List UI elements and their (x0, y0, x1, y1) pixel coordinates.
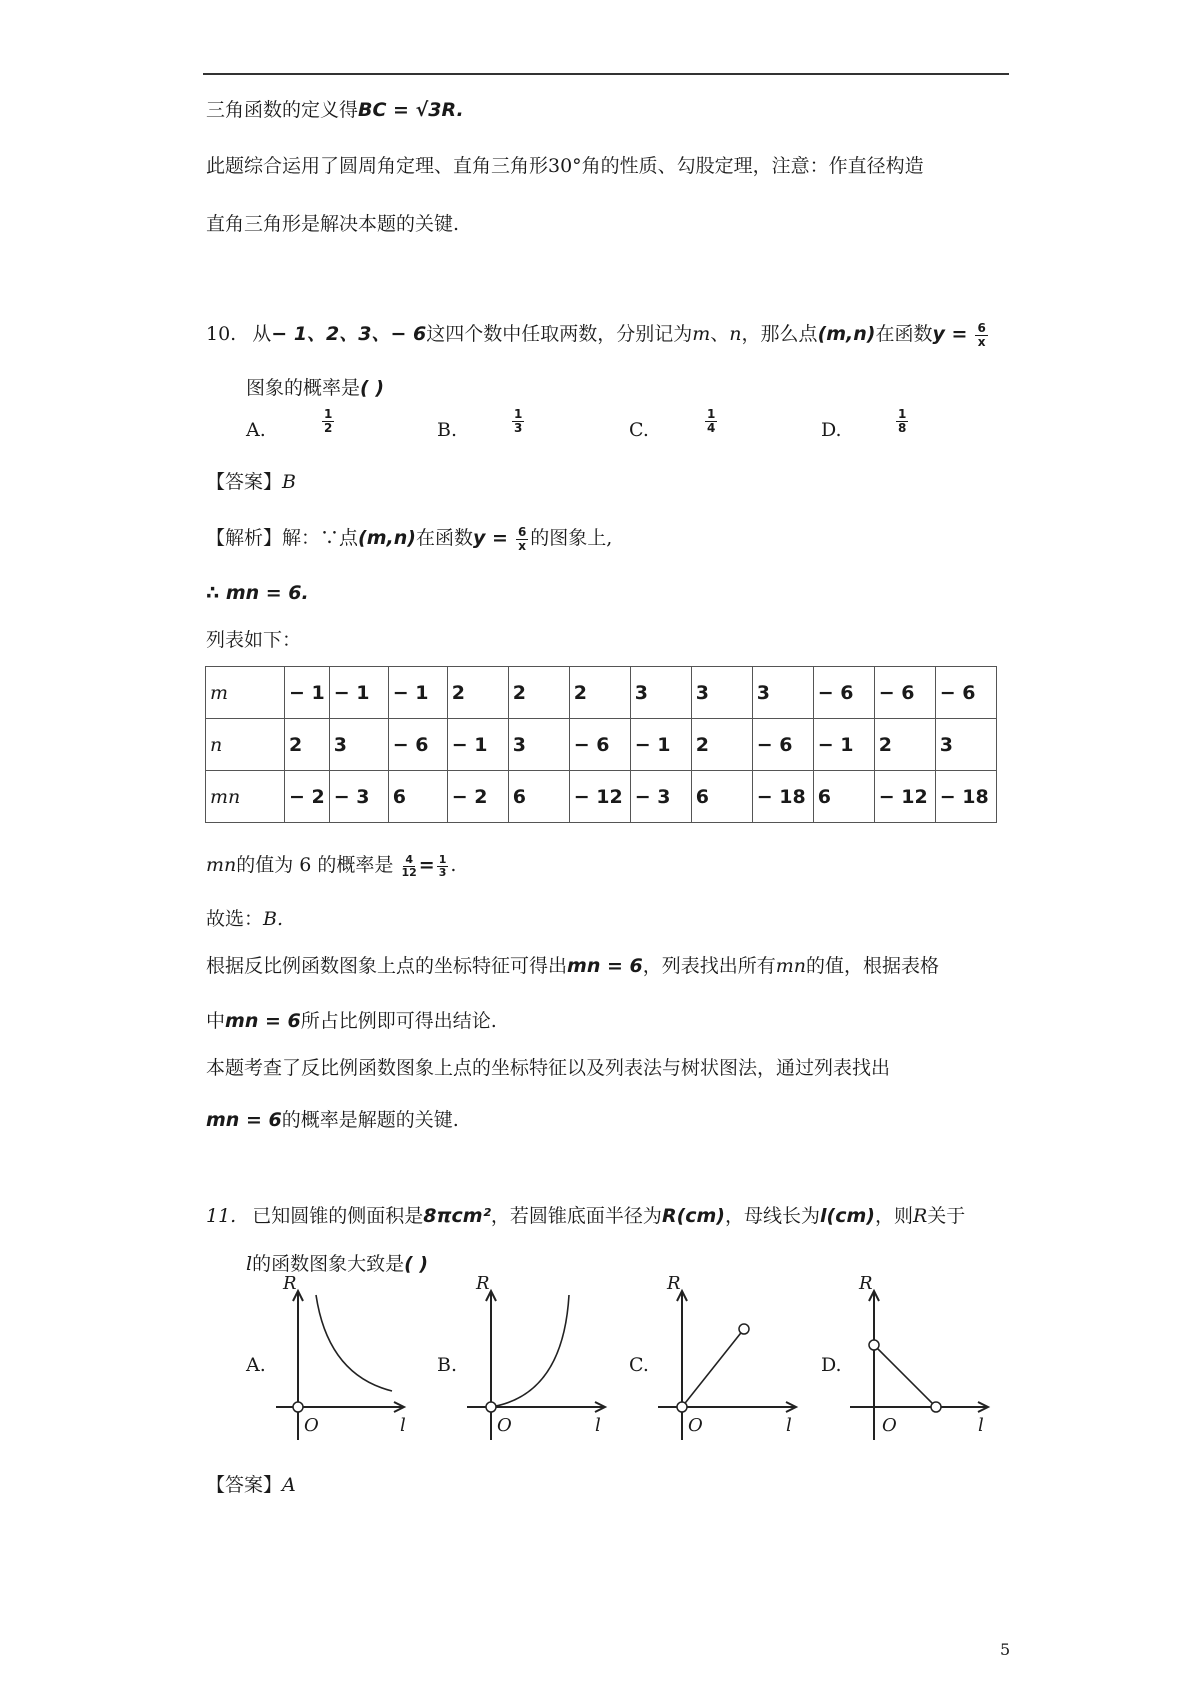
table-cell: 2 (874, 719, 935, 771)
math-variable: mn (775, 955, 806, 977)
x-axis-label: l (786, 1415, 792, 1436)
denominator: x (518, 538, 526, 553)
paragraph-line (206, 1007, 497, 1035)
answer-label: 【答案】 (206, 471, 283, 493)
answer-value: B (282, 471, 296, 493)
header-rule (203, 73, 1009, 75)
math-expression: 8πcm² (423, 1205, 491, 1227)
math-expression: mn = 6 (225, 1010, 301, 1032)
denominator: x (977, 334, 986, 349)
math-expression: (m,n) (817, 323, 876, 345)
math-variable: R (912, 1205, 928, 1227)
x-axis-label: l (400, 1415, 406, 1436)
row-header: mn (206, 771, 285, 823)
math-expression: mn = 6 (206, 1109, 282, 1131)
table-cell: 6 (508, 771, 569, 823)
row-header: n (206, 719, 285, 771)
graph-c-plot (644, 1275, 804, 1450)
y-intercept-open-point (869, 1340, 879, 1350)
origin-label: O (497, 1415, 512, 1436)
option-fraction-d (896, 408, 908, 435)
graph-d (836, 1275, 996, 1450)
numerator: 1 (514, 407, 523, 421)
table-cell: 2 (508, 667, 569, 719)
answer-value: B. (263, 908, 284, 930)
table-cell: 3 (508, 719, 569, 771)
paragraph-line: 此题综合运用了圆周角定理、直角三角形30°角的性质、勾股定理，注意：作直径构造 (206, 155, 924, 177)
table-cell: 3 (630, 667, 691, 719)
graph-option-label-b: B. (437, 1354, 458, 1376)
denominator: 3 (514, 421, 523, 435)
table-cell: 6 (691, 771, 752, 823)
answer-value: A (282, 1474, 296, 1496)
numerator: 1 (707, 407, 716, 421)
text-fragment: 的值为 6 的概率是 (236, 854, 394, 876)
denominator: 8 (898, 421, 907, 435)
table-row (206, 667, 997, 719)
table-cell: 3 (691, 667, 752, 719)
question-11-line-2 (246, 1250, 428, 1278)
table-cell: − 2 (447, 771, 508, 823)
question-number: 10. (206, 323, 237, 345)
text-fragment: 的概率是解题的关键. (281, 1109, 459, 1131)
y-axis-label: R (476, 1273, 490, 1294)
table-cell: − 1 (285, 667, 330, 719)
origin-label: O (882, 1415, 897, 1436)
numerator: 1 (438, 852, 447, 866)
text-fragment: . (450, 854, 457, 876)
text-fragment: 图象的概率是 (246, 377, 361, 399)
y-axis-label: R (667, 1273, 681, 1294)
origin-open-point (486, 1402, 496, 1412)
math-expression: y = (932, 323, 968, 345)
table-row (206, 719, 997, 771)
table-cell: − 3 (630, 771, 691, 823)
text-fragment: 的值，根据表格 (806, 955, 940, 977)
math-variable: l (246, 1253, 253, 1275)
table-cell: − 2 (285, 771, 330, 823)
table-cell: − 1 (388, 667, 447, 719)
text-fragment: 所占比例即可得出结论. (300, 1010, 497, 1032)
option-label-d: D. (821, 419, 842, 441)
table-cell: 2 (447, 667, 508, 719)
graph-option-label-a: A. (246, 1354, 266, 1376)
text-fragment: 这四个数中任取两数，分别记为 (426, 323, 693, 345)
y-axis-label: R (283, 1273, 297, 1294)
table-cell: − 6 (874, 667, 935, 719)
question-10-line-2 (246, 374, 384, 402)
table-cell: − 12 (874, 771, 935, 823)
table-cell: 2 (569, 667, 630, 719)
therefore-line: ∴ mn = 6. (206, 582, 309, 604)
probability-line (206, 851, 456, 879)
numerator: 6 (977, 320, 986, 335)
graph-b (453, 1275, 613, 1450)
enumeration-table (205, 666, 997, 823)
x-axis-label: l (595, 1415, 601, 1436)
table-cell: 2 (691, 719, 752, 771)
denominator: 12 (401, 865, 417, 879)
paragraph-line (206, 952, 939, 980)
text-fragment: 在函数 (875, 323, 933, 345)
text-fragment: ，母线长为 (725, 1205, 821, 1227)
answer-blank: ( ) (360, 377, 384, 399)
analysis-label: 【解析】 (206, 527, 283, 549)
text-fragment: 、 (710, 323, 730, 345)
table-cell: − 6 (388, 719, 447, 771)
text-fragment: 中 (206, 1010, 226, 1032)
table-cell: − 6 (813, 667, 874, 719)
fraction (437, 854, 449, 879)
graph-a-plot (262, 1275, 412, 1450)
math-expression: (m,n) (358, 527, 416, 549)
option-label-b: B. (437, 419, 458, 441)
math-expression: y = (472, 527, 508, 549)
table-cell: − 1 (630, 719, 691, 771)
option-fraction-c (705, 408, 717, 435)
text-fragment: 故选： (206, 908, 264, 930)
math-expression: R(cm) (661, 1205, 725, 1227)
option-label-a: A. (246, 419, 266, 441)
math-expression: mn = 6 (567, 955, 643, 977)
x-intercept-open-point (931, 1402, 941, 1412)
denominator: 4 (707, 421, 716, 435)
x-axis-label: l (978, 1415, 984, 1436)
text-fragment: 已知圆锥的侧面积是 (252, 1205, 424, 1227)
table-row (206, 771, 997, 823)
paragraph-line: 本题考查了反比例函数图象上点的坐标特征以及列表法与树状图法，通过列表找出 (206, 1057, 891, 1079)
table-cell: 6 (813, 771, 874, 823)
table-cell: 6 (388, 771, 447, 823)
table-cell: − 3 (329, 771, 388, 823)
question-number: 11. (206, 1205, 237, 1227)
text-line (206, 96, 464, 124)
graph-option-label-c: C. (629, 1354, 649, 1376)
denominator: 3 (438, 865, 447, 879)
text-fragment: 在函数 (415, 527, 473, 549)
graph-a (262, 1275, 412, 1450)
answer-10 (206, 468, 296, 496)
denominator: 2 (324, 421, 333, 435)
row-header: m (206, 667, 285, 719)
analysis-10 (206, 524, 612, 553)
text-fragment: 的函数图象大致是 (252, 1253, 405, 1275)
table-cell: 3 (752, 667, 813, 719)
endpoint-open-point (739, 1324, 749, 1334)
table-cell: − 12 (569, 771, 630, 823)
table-cell: − 1 (813, 719, 874, 771)
text-fragment: ，列表找出所有 (642, 955, 776, 977)
graph-b-plot (453, 1275, 613, 1450)
text-fragment: 的图象上, (530, 527, 613, 549)
numerator: 1 (898, 407, 907, 421)
math-expression: l(cm) (820, 1205, 875, 1227)
fraction (516, 526, 528, 553)
choose-line (206, 905, 283, 933)
hyperbola-curve (316, 1295, 392, 1391)
answer-label: 【答案】 (206, 1474, 283, 1496)
numerator: 4 (405, 852, 413, 866)
graph-d-plot (836, 1275, 996, 1450)
table-cell: 3 (935, 719, 996, 771)
math-variable: n (729, 323, 742, 345)
line-segment (682, 1329, 744, 1407)
numerator: 6 (517, 524, 527, 539)
line-segment (874, 1345, 936, 1407)
question-11-line (206, 1202, 965, 1230)
parabola-curve (491, 1295, 569, 1407)
paragraph-line (206, 1106, 459, 1134)
origin-open-point (293, 1402, 303, 1412)
fraction (401, 854, 416, 879)
origin-label: O (688, 1415, 703, 1436)
page-number: 5 (1000, 1640, 1011, 1659)
origin-open-point (677, 1402, 687, 1412)
text-fragment: ，则 (874, 1205, 913, 1227)
origin-label: O (304, 1415, 319, 1436)
text-fragment: 三角函数的定义得 (206, 99, 359, 121)
table-cell: − 6 (935, 667, 996, 719)
graph-c (644, 1275, 804, 1450)
list-intro: 列表如下： (206, 629, 302, 651)
table-cell: − 18 (935, 771, 996, 823)
table-cell: − 1 (447, 719, 508, 771)
answer-blank: ( ) (404, 1253, 429, 1275)
answer-11 (206, 1471, 296, 1499)
table-cell: − 6 (752, 719, 813, 771)
text-fragment: 解：∵点 (282, 527, 359, 549)
math-variable: m (692, 323, 711, 345)
option-label-c: C. (629, 419, 649, 441)
numerator: 1 (324, 407, 333, 421)
table-cell: − 18 (752, 771, 813, 823)
text-fragment: 关于 (927, 1205, 966, 1227)
table-cell: 2 (285, 719, 330, 771)
math-expression: BC = √3R. (358, 99, 464, 121)
option-fraction-a (322, 408, 334, 435)
text-fragment: ，若圆锥底面半径为 (490, 1205, 662, 1227)
math-expression: = (418, 854, 435, 876)
table-cell: − 6 (569, 719, 630, 771)
math-expression: − 1、2、3、− 6 (271, 323, 427, 345)
text-fragment: 根据反比例函数图象上点的坐标特征可得出 (206, 955, 568, 977)
paragraph-line: 直角三角形是解决本题的关键. (206, 213, 460, 235)
text-fragment: 从 (252, 323, 272, 345)
option-fraction-b (512, 408, 524, 435)
text-fragment: ，那么点 (741, 323, 818, 345)
question-10-line (206, 320, 990, 349)
fraction (975, 322, 987, 349)
y-axis-label: R (859, 1273, 873, 1294)
table-cell: 3 (329, 719, 388, 771)
table-cell: − 1 (329, 667, 388, 719)
math-variable: mn (206, 854, 237, 876)
graph-option-label-d: D. (821, 1354, 842, 1376)
